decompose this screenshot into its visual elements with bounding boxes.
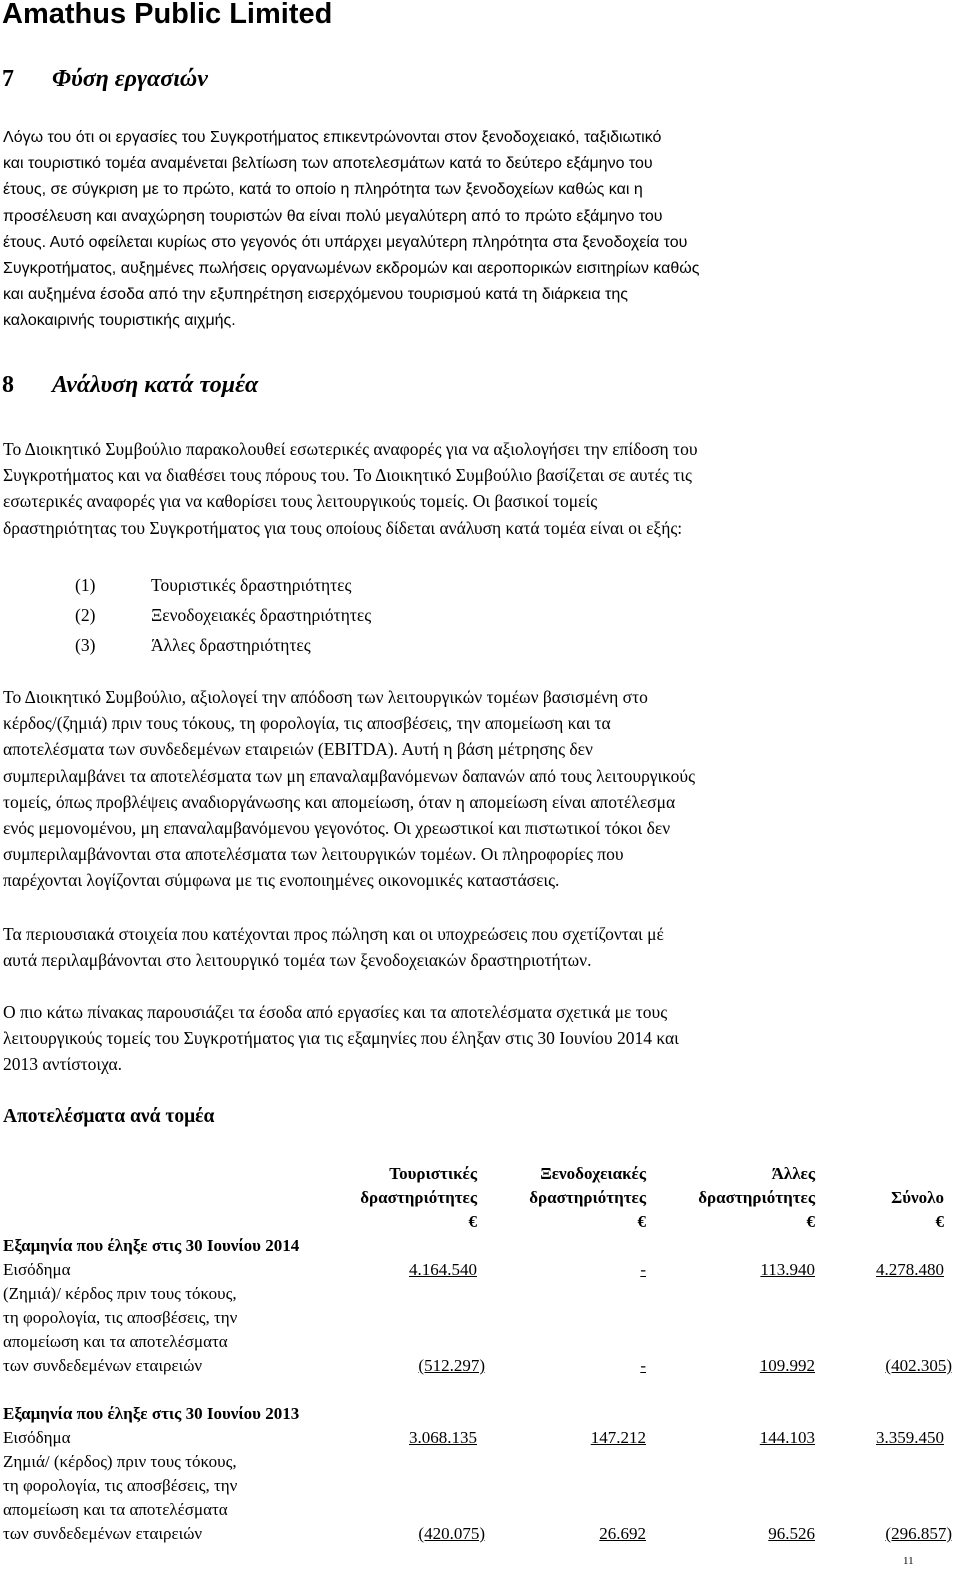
text-line: αυτά περιλαμβάνονται στο λειτουργικό τομέα των ξενοδοχειακών δραστηριοτήτων. [3, 950, 592, 971]
section-number: 7 [2, 66, 14, 92]
currency-label: € [637, 1212, 646, 1231]
table-cell: - [640, 1260, 646, 1279]
table-cell: (296.857) [885, 1524, 952, 1543]
table-cell: (420.075) [418, 1524, 485, 1543]
text-line: προσέλευση και αναχώρηση τουριστών θα είναι πολύ μεγαλύτερη από το πρώτο εξάμηνο του [3, 207, 663, 225]
text-line: τομείς, όπως προβλέψεις αναδιοργάνωσης και απομείωση, όταν η απομείωση είναι αποτέλεσμα [3, 791, 676, 812]
section-8-heading [2, 372, 258, 399]
table-cell: 3.359.450 [876, 1428, 944, 1447]
list-number: (1) [75, 575, 96, 595]
text-line: κέρδος/(ζημιά) πριν τους τόκους, τη φορολογία, τις αποσβέσεις, την απομείωση και τα [3, 713, 611, 734]
text-line: Ο πιο κάτω πίνακας παρουσιάζει τα έσοδα από εργασίες και τα αποτελέσματα σχετικά με τους [3, 1002, 668, 1022]
text-line: Λόγω του ότι οι εργασίες του Συγκροτήματος επικεντρώνονται στον ξενοδοχειακό, ταξιδιωτικό [3, 129, 662, 146]
text-line: Το Διοικητικό Συμβούλιο, αξιολογεί την απόδοση των λειτουργικών τομέων βασισμένη στο [3, 687, 648, 707]
currency-label: € [935, 1212, 944, 1231]
list-number: (2) [75, 605, 96, 625]
text-line: έτους, σε σύγκριση με το πρώτο, κατά το οποίο η πληρότητα των ξενοδοχείων καθώς και η [3, 181, 643, 199]
section-number: 8 [2, 372, 14, 398]
text-line: εσωτερικές αναφορές για να καθορίσει τους λειτουργικούς τομείς. Οι βασικοί τομείς [3, 491, 598, 512]
row-label: (Ζημιά)/ κέρδος πριν τους τόκους, [3, 1284, 237, 1303]
segment-list [75, 572, 371, 662]
list-text: Άλλες δραστηριότητες [151, 635, 311, 655]
period-heading: Εξαμηνία που έληξε στις 30 Ιουνίου 2013 [3, 1404, 300, 1423]
list-item [75, 632, 371, 662]
section-title: Ανάλυση κατά τομέα [52, 372, 259, 398]
section-8-paragraph-3 [3, 921, 953, 973]
column-header: δραστηριότητες [698, 1188, 815, 1207]
table-cell: 147.212 [590, 1428, 646, 1447]
list-number: (3) [75, 635, 96, 655]
text-line: παρέχονται λογίζονται σύμφωνα με τις ενοποιημένες οικονομικές καταστάσεις. [3, 870, 560, 891]
row-label: Εισόδημα [3, 1260, 71, 1279]
table-cell: - [640, 1356, 646, 1375]
column-header: δραστηριότητες [360, 1188, 477, 1207]
row-label: των συνδεδεμένων εταιρειών [3, 1356, 203, 1375]
text-line: και αυξημένα έσοδα από την εξυπηρέτηση εισερχόμενου τουρισμού κατά τη διάρκεια της [3, 286, 628, 304]
section-7-heading [2, 66, 208, 93]
list-text: Τουριστικές δραστηριότητες [151, 575, 352, 595]
column-header: Άλλες [771, 1164, 815, 1183]
table-cell: 144.103 [759, 1428, 815, 1447]
table-cell: 26.692 [599, 1524, 646, 1543]
row-label: τη φορολογία, τις αποσβέσεις, την [3, 1476, 238, 1495]
row-label: απομείωση και τα αποτελέσματα [3, 1332, 228, 1351]
table-cell: (402.305) [885, 1356, 952, 1375]
currency-label: € [806, 1212, 815, 1231]
column-header: Ξενοδοχειακές [540, 1164, 646, 1183]
page-number: 11 [903, 1555, 914, 1567]
text-line: και τουριστικό τομέα αναμένεται βελτίωση των αποτελεσμάτων κατά το δεύτερο εξάμηνο του [3, 155, 653, 173]
table-cell: 96.526 [768, 1524, 815, 1543]
text-line: ενός μεμονομένου, μη επαναλαμβανόμενου γεγονότος. Οι χρεωστικοί και πιστωτικοί τόκοι δεν [3, 818, 671, 839]
text-line: λειτουργικούς τομείς του Συγκροτήματος για τις εξαμηνίες που έληξαν στις 30 Ιουνίου 2014 και [3, 1028, 679, 1049]
text-line: Συγκροτήματος, αυξημένες πωλήσεις οργανωμένων εκδρομών και αεροπορικών εισιτηρίων καθώς [3, 260, 700, 278]
section-title: Φύση εργασιών [52, 66, 208, 92]
text-line: δραστηριότητας του Συγκροτήματος για τους οποίους δίδεται ανάλυση κατά τομέα είναι οι εξής: [3, 517, 683, 538]
text-line: Συγκροτήματος και να διαθέσει τους πόρους του. Το Διοικητικό Συμβούλιο βασίζεται σε αυτές τις [3, 465, 692, 486]
column-header: Σύνολο [891, 1188, 944, 1207]
column-header: Τουριστικές [389, 1164, 477, 1183]
results-heading: Αποτελέσματα ανά τομέα [3, 1106, 215, 1127]
section-8-paragraph-2 [3, 684, 953, 894]
currency-label: € [468, 1212, 477, 1231]
list-item [75, 572, 371, 602]
section-8-paragraph-4 [3, 999, 953, 1078]
text-line: Το Διοικητικό Συμβούλιο παρακολουθεί εσωτερικές αναφορές για να αξιολογήσει την επίδοση του [3, 439, 698, 459]
section-7-paragraph [3, 125, 953, 335]
row-label: Ζημιά/ (κέρδος) πριν τους τόκους, [3, 1452, 237, 1471]
row-label: τη φορολογία, τις αποσβέσεις, την [3, 1308, 238, 1327]
text-line: καλοκαιρινής τουριστικής αιχμής. [3, 312, 236, 330]
table-cell: (512.297) [418, 1356, 485, 1375]
row-label: Εισόδημα [3, 1428, 71, 1447]
column-header: δραστηριότητες [529, 1188, 646, 1207]
company-name: Amathus Public Limited [2, 0, 333, 30]
row-label: των συνδεδεμένων εταιρειών [3, 1524, 203, 1543]
table-cell: 3.068.135 [409, 1428, 477, 1447]
table-cell: 4.278.480 [876, 1260, 944, 1279]
row-label: απομείωση και τα αποτελέσματα [3, 1500, 228, 1519]
list-text: Ξενοδοχειακές δραστηριότητες [151, 605, 372, 625]
table-cell: 113.940 [760, 1260, 815, 1279]
text-line: αποτελέσματα των συνδεδεμένων εταιρειών (EBITDA). Αυτή η βάση μέτρησης δεν [3, 739, 593, 760]
table-cell: 109.992 [759, 1356, 815, 1375]
text-line: συμπεριλαμβάνει τα αποτελέσματα των μη επαναλαμβανόμενων δαπανών από τους λειτουργικούς [3, 765, 696, 786]
text-line: Τα περιουσιακά στοιχεία που κατέχονται προς πώληση και οι υποχρεώσεις που σχετίζονται μέ [3, 924, 664, 944]
table-cell: 4.164.540 [409, 1260, 477, 1279]
period-heading: Εξαμηνία που έληξε στις 30 Ιουνίου 2014 [3, 1236, 300, 1255]
list-item [75, 602, 371, 632]
text-line: συμπεριλαμβάνονται στα αποτελέσματα των λειτουργικών τομέων. Οι πληροφορίες που [3, 844, 624, 865]
text-line: 2013 αντίστοιχα. [3, 1054, 123, 1075]
text-line: έτους. Αυτό οφείλεται κυρίως στο γεγονός ότι υπάρχει μεγαλύτερη πληρότητα στα ξενοδοχεία του [3, 233, 688, 251]
section-8-paragraph-1 [3, 436, 953, 541]
